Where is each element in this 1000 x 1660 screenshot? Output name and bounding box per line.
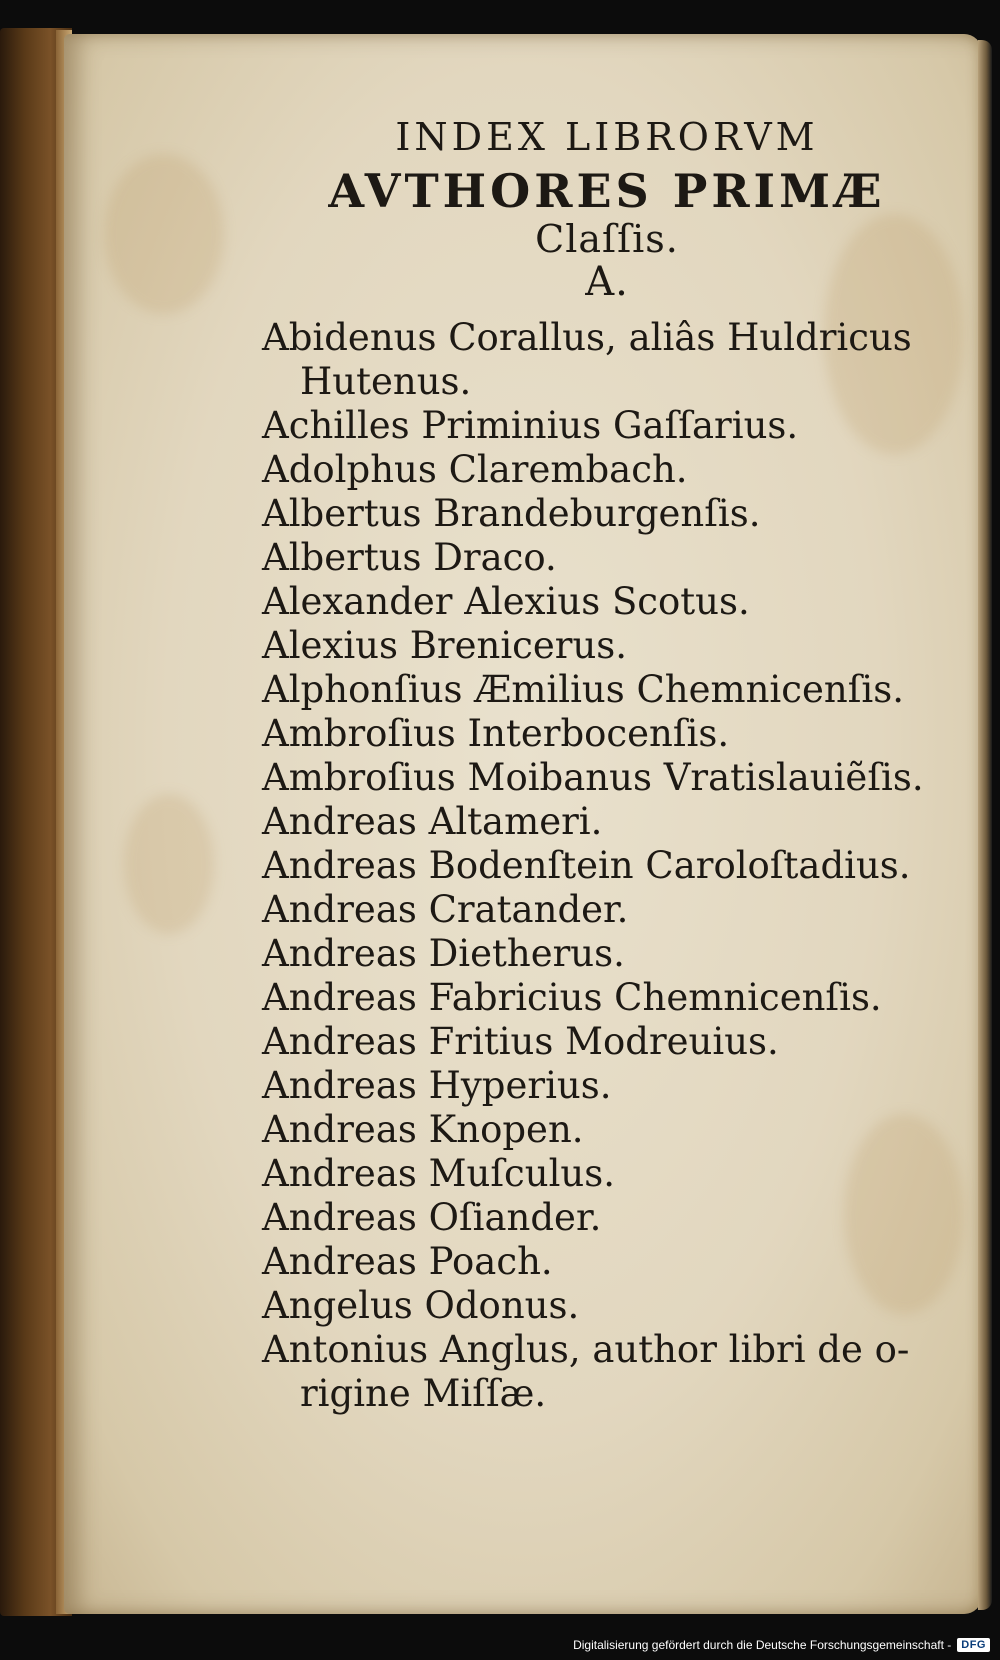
author-entry-text: Andreas Cratander. — [262, 888, 629, 931]
authors-heading: AVTHORES PRIMÆ — [328, 164, 886, 218]
index-heading: INDEX LIBRORVM — [395, 115, 819, 159]
author-entry — [262, 844, 952, 888]
author-entry — [262, 712, 952, 756]
author-entry — [262, 1152, 952, 1196]
author-entry — [262, 1196, 952, 1240]
author-entry — [262, 580, 952, 624]
author-entry-continuation: rigine Miſſæ. — [300, 1372, 547, 1415]
author-entry-text: Abidenus Corallus, aliâs Huldricus — [262, 316, 912, 359]
author-entry-text: Andreas Bodenſtein Caroloſtadius. — [262, 844, 911, 887]
credit-text: Digitalisierung gefördert durch die Deutsche Forschungsgemeinschaft - — [573, 1638, 952, 1652]
author-entry — [262, 536, 952, 580]
author-entry-text: Ambroſius Moibanus Vratislauiẽſis. — [262, 756, 924, 799]
author-entry-text: Andreas Oſiander. — [262, 1196, 602, 1239]
author-entry-text: Andreas Altameri. — [262, 800, 603, 843]
author-entry — [262, 668, 952, 712]
author-entry-text: Andreas Knopen. — [262, 1108, 584, 1151]
author-entry — [262, 976, 952, 1020]
author-entry — [262, 1108, 952, 1152]
author-entry-text: Antonius Anglus, author libri de o- — [262, 1328, 910, 1371]
author-entry — [262, 1240, 952, 1284]
author-entry-text: Ambroſius Interbocenſis. — [262, 712, 730, 755]
author-entry-text: Andreas Muſculus. — [262, 1152, 615, 1195]
author-entry — [262, 1284, 952, 1328]
author-entry — [262, 1020, 952, 1064]
author-entry-text: Angelus Odonus. — [262, 1284, 580, 1327]
next-leaf-edge — [978, 40, 992, 1610]
author-entry-text: Andreas Fabricius Chemnicenſis. — [262, 976, 882, 1019]
digitization-credit — [573, 1634, 990, 1656]
author-entry — [262, 448, 952, 492]
author-entry — [262, 624, 952, 668]
author-entry — [262, 888, 952, 932]
author-entry-text: Albertus Brandeburgenſis. — [262, 492, 761, 535]
author-entry-text: Adolphus Clarembach. — [262, 448, 688, 491]
author-entry — [262, 800, 952, 844]
author-entry-text: Andreas Fritius Modreuius. — [262, 1020, 779, 1063]
author-entry — [262, 756, 952, 800]
author-entry — [262, 492, 952, 536]
author-entry — [262, 1064, 952, 1108]
author-entry-text: Andreas Dietherus. — [262, 932, 625, 975]
author-entry-text: Andreas Hyperius. — [262, 1064, 612, 1107]
author-entry-text: Alexius Brenicerus. — [262, 624, 628, 667]
author-entry-text: Alexander Alexius Scotus. — [262, 580, 750, 623]
author-entry — [262, 316, 952, 404]
author-entry — [262, 932, 952, 976]
author-entry-text: Alphonſius Æmilius Chemnicenſis. — [262, 668, 904, 711]
page-text — [262, 115, 952, 1416]
author-entry-text: Andreas Poach. — [262, 1240, 553, 1283]
class-heading: Claſſis. — [535, 217, 679, 261]
author-entry-text: Albertus Draco. — [262, 536, 557, 579]
dfg-logo: DFG — [957, 1638, 990, 1652]
author-entry — [262, 404, 952, 448]
author-list — [262, 316, 952, 1416]
author-entry-text: Achilles Priminius Gaſſarius. — [262, 404, 799, 447]
author-entry-continuation: Hutenus. — [300, 360, 472, 403]
author-entry — [262, 1328, 952, 1416]
section-letter: A. — [585, 259, 629, 305]
